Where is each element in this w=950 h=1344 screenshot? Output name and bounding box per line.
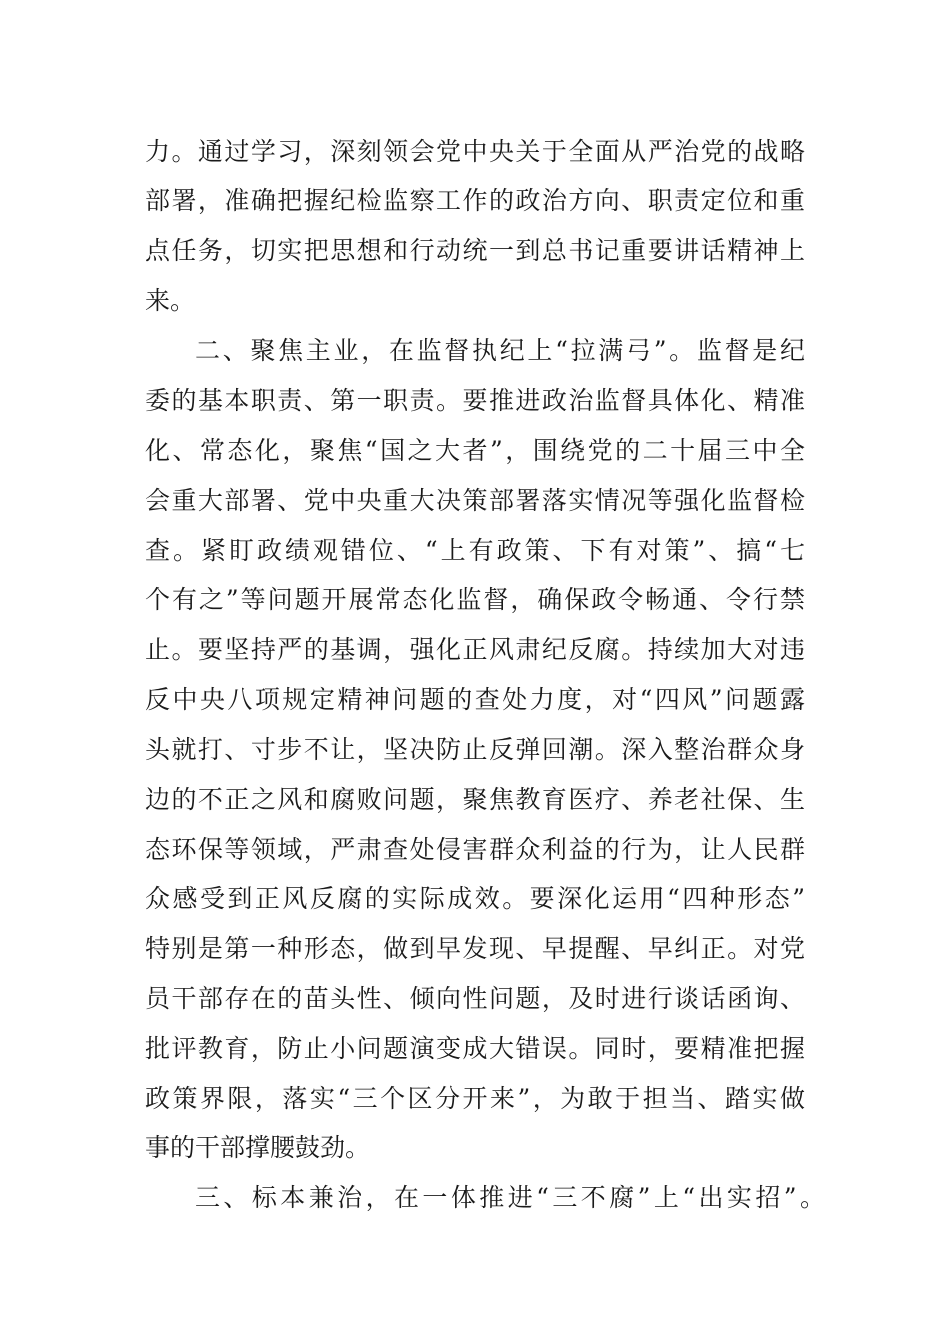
text-line: 化、常态化，聚焦“国之大者”，围绕党的二十届三中全 xyxy=(145,436,805,465)
text-line: 政策界限，落实“三个区分开来”，为敢于担当、踏实做 xyxy=(145,1084,805,1113)
text-line: 点任务，切实把思想和行动统一到总书记重要讲话精神上 xyxy=(145,236,805,265)
text-line: 部署，准确把握纪检监察工作的政治方向、职责定位和重 xyxy=(145,186,805,215)
text-line: 批评教育，防止小问题演变成大错误。同时，要精准把握 xyxy=(145,1034,805,1063)
text-line: 个有之”等问题开展常态化监督，确保政令畅通、令行禁 xyxy=(145,585,805,614)
text-line: 态环保等领域，严肃查处侵害群众利益的行为，让人民群 xyxy=(145,835,805,864)
text-line: 头就打、寸步不让，坚决防止反弹回潮。深入整治群众身 xyxy=(145,735,805,764)
text-line: 查。紧盯政绩观错位、“上有政策、下有对策”、搞“七 xyxy=(145,536,805,565)
text-line: 事的干部撑腰鼓劲。 xyxy=(145,1133,371,1162)
text-line: 员干部存在的苗头性、倾向性问题，及时进行谈话函询、 xyxy=(145,984,805,1013)
paragraph-heading-2: 二、聚焦主业，在监督执纪上“拉满弓”。监督是纪 xyxy=(195,336,805,365)
text-line: 反中央八项规定精神问题的查处力度，对“四风”问题露 xyxy=(145,685,805,714)
paragraph-heading-3: 三、标本兼治，在一体推进“三不腐”上“出实招”。 xyxy=(195,1183,825,1212)
text-line: 力。通过学习，深刻领会党中央关于全面从严治党的战略 xyxy=(145,137,805,166)
text-line: 委的基本职责、第一职责。要推进政治监督具体化、精准 xyxy=(145,386,805,415)
text-line: 止。要坚持严的基调，强化正风肃纪反腐。持续加大对违 xyxy=(145,635,805,664)
text-line: 特别是第一种形态，做到早发现、早提醒、早纠正。对党 xyxy=(145,934,805,963)
text-line: 会重大部署、党中央重大决策部署落实情况等强化监督检 xyxy=(145,486,805,515)
text-line: 边的不正之风和腐败问题，聚焦教育医疗、养老社保、生 xyxy=(145,785,805,814)
text-line: 来。 xyxy=(145,286,196,315)
text-line: 众感受到正风反腐的实际成效。要深化运用“四种形态” xyxy=(145,884,805,913)
